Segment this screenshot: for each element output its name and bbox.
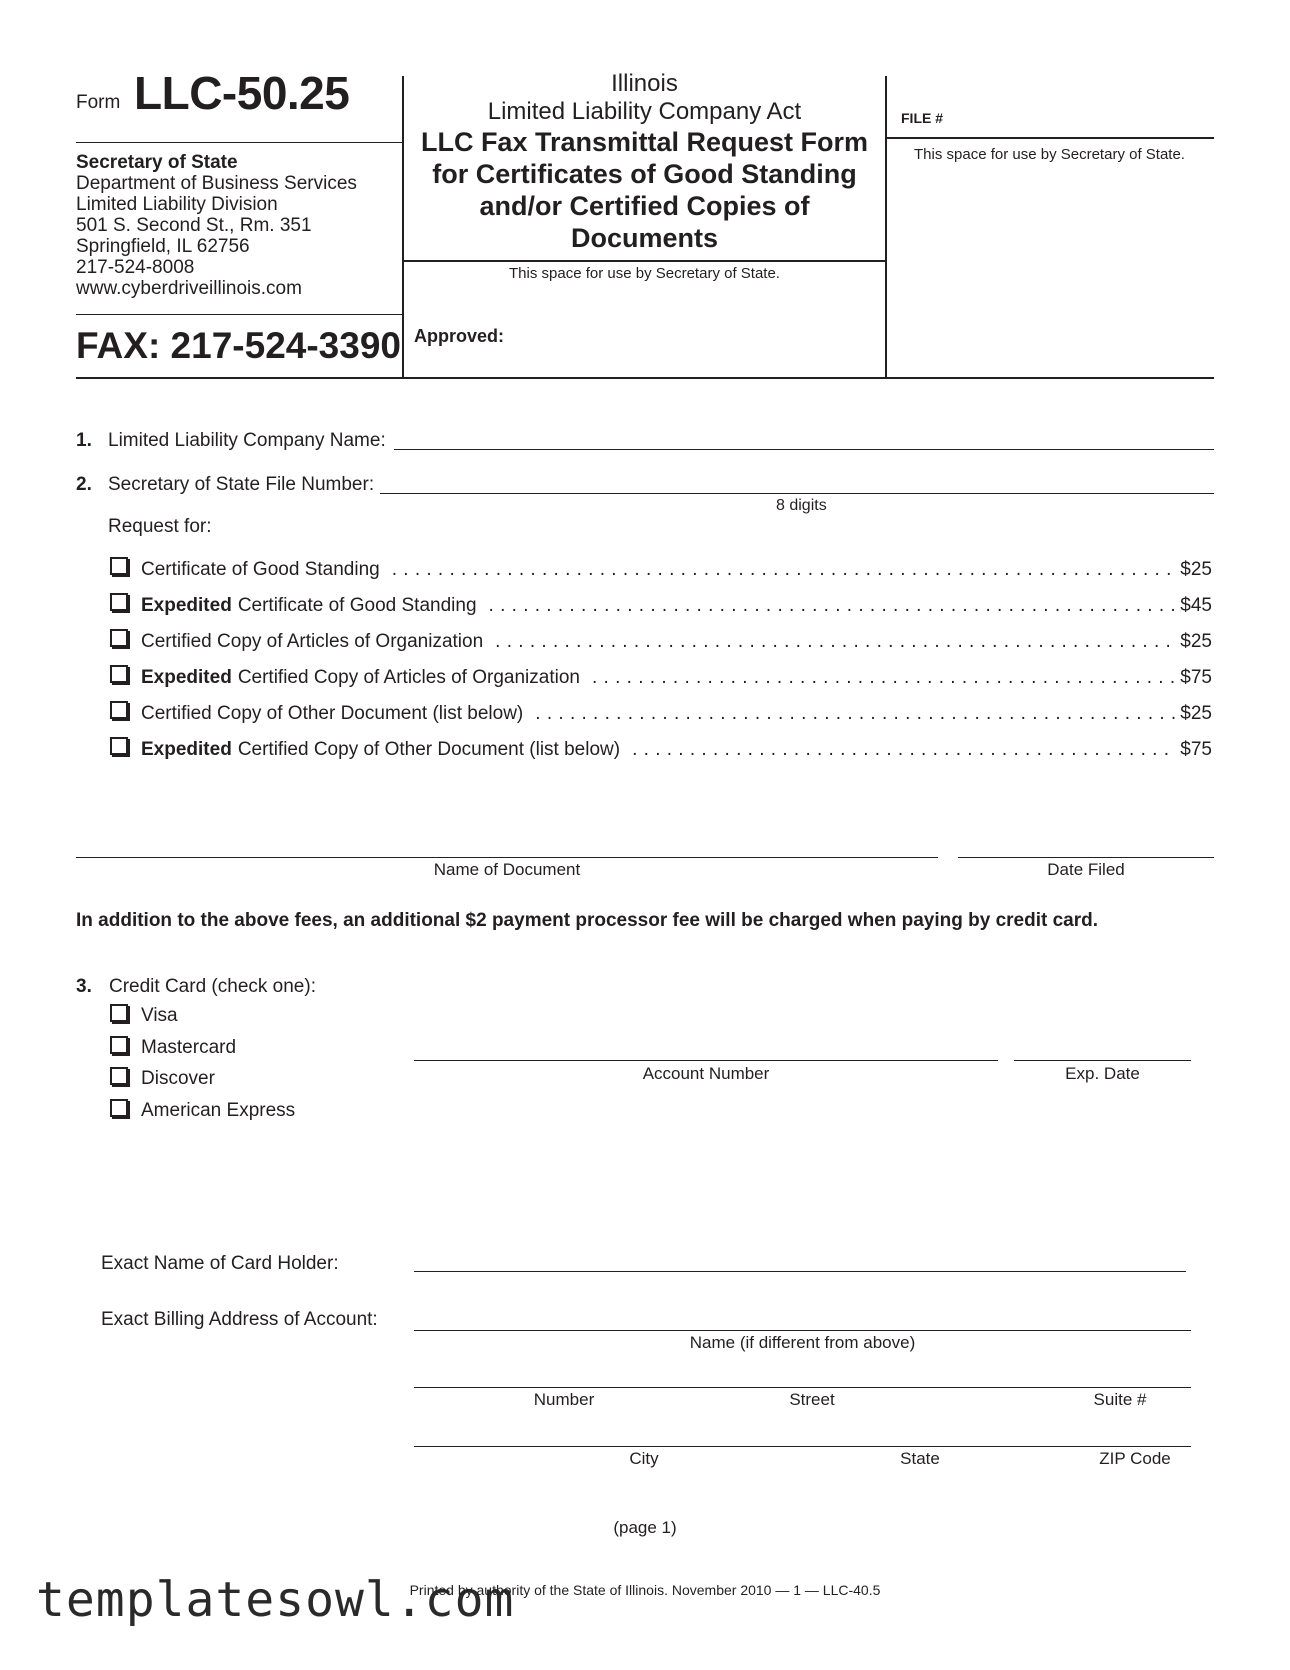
dot-leader [489, 595, 1177, 617]
form-title-line: LLC Fax Transmittal Request Form [420, 127, 869, 157]
request-label: Certified Copy of Other Document (list below) [141, 703, 524, 724]
checkbox-icon[interactable] [110, 629, 128, 647]
dot-leader [392, 559, 1177, 581]
request-fee: $75 [1180, 739, 1212, 760]
request-option[interactable] [110, 629, 1212, 653]
expedited-tag: Expedited [141, 739, 232, 760]
office-address [76, 152, 357, 299]
dot-leader [632, 739, 1176, 761]
watermark: templatesowl.com [36, 1572, 515, 1628]
card-option-visa[interactable] [110, 1004, 178, 1027]
checkbox-icon[interactable] [110, 557, 128, 575]
billing-name-caption: Name (if different from above) [689, 1333, 916, 1352]
file-number-label: FILE # [901, 110, 944, 126]
divider [885, 137, 1214, 139]
state-name: Illinois [611, 70, 678, 97]
section-number: 2. [76, 474, 92, 495]
account-number-field[interactable] [414, 1060, 998, 1061]
city-caption: City [629, 1449, 659, 1468]
card-option-discover[interactable] [110, 1067, 215, 1090]
billing-city-field[interactable] [414, 1446, 1191, 1447]
office-line: www.cyberdriveillinois.com [76, 278, 302, 299]
approved-label: Approved: [414, 326, 504, 346]
billing-address-label: Exact Billing Address of Account: [101, 1309, 378, 1330]
file-number-label: Secretary of State File Number: [108, 474, 375, 495]
office-line: 217-524-8008 [76, 257, 195, 278]
office-title: Secretary of State [76, 152, 238, 173]
request-fee: $25 [1180, 703, 1212, 724]
printed-by-footer: Printed by authority of the State of Illinois. November 2010 — 1 — LLC-40.5 [409, 1582, 881, 1598]
checkbox-icon[interactable] [110, 1036, 128, 1054]
card-label: Mastercard [141, 1037, 237, 1058]
date-filed-caption: Date Filed [1047, 860, 1125, 879]
form-title-line: and/or Certified Copies of [479, 191, 810, 221]
request-label: Certified Copy of Articles of Organization [141, 631, 484, 652]
request-fee: $25 [1180, 559, 1212, 580]
number-caption: Number [533, 1390, 595, 1409]
request-label: Certified Copy of Articles of Organization [237, 667, 580, 688]
checkbox-icon[interactable] [110, 593, 128, 611]
checkbox-icon[interactable] [110, 665, 128, 683]
file-number-field[interactable] [380, 493, 1214, 494]
request-fee: $45 [1180, 595, 1212, 616]
dot-leader [592, 667, 1176, 689]
divider [402, 260, 886, 262]
form-title-line: Documents [570, 223, 719, 253]
card-label: Discover [141, 1068, 215, 1089]
request-option[interactable] [110, 593, 1212, 617]
expedited-tag: Expedited [141, 667, 232, 688]
request-option[interactable] [110, 701, 1212, 725]
request-label: Certified Copy of Other Document (list below) [237, 739, 621, 760]
request-for-label: Request for: [108, 516, 212, 537]
checkbox-icon[interactable] [110, 737, 128, 755]
form-number: LLC-50.25 [134, 67, 350, 119]
exp-date-caption: Exp. Date [1065, 1064, 1140, 1083]
dot-leader [535, 703, 1176, 725]
office-line: Limited Liability Division [76, 194, 278, 215]
request-label: Certificate of Good Standing [141, 559, 380, 580]
cardholder-label: Exact Name of Card Holder: [101, 1253, 339, 1274]
cardholder-field[interactable] [414, 1271, 1186, 1272]
office-line: 501 S. Second St., Rm. 351 [76, 215, 312, 236]
document-name-caption: Name of Document [433, 860, 581, 879]
checkbox-icon[interactable] [110, 1067, 128, 1085]
card-label: Visa [141, 1005, 178, 1026]
header-bottom-rule [76, 377, 1214, 379]
street-caption: Street [789, 1390, 835, 1409]
account-number-caption: Account Number [642, 1064, 770, 1083]
request-fee: $25 [1180, 631, 1212, 652]
expedited-tag: Expedited [141, 595, 232, 616]
date-filed-field[interactable] [958, 857, 1214, 858]
divider [76, 142, 402, 143]
divider [76, 314, 402, 315]
office-line: Department of Business Services [76, 173, 357, 194]
request-label: Certificate of Good Standing [237, 595, 477, 616]
form-title-line: for Certificates of Good Standing [432, 159, 857, 189]
request-option[interactable] [110, 665, 1212, 689]
office-line: Springfield, IL 62756 [76, 236, 250, 257]
request-option[interactable] [110, 557, 1212, 581]
fax-number: FAX: 217-524-3390 [76, 325, 401, 366]
request-option[interactable] [110, 737, 1212, 761]
checkbox-icon[interactable] [110, 1099, 128, 1117]
card-label: American Express [141, 1100, 296, 1121]
sos-use-note: This space for use by Secretary of State. [914, 146, 1185, 163]
fee-notice: In addition to the above fees, an additional $2 payment processor fee will be charged when paying by credit card. [76, 910, 1099, 931]
checkbox-icon[interactable] [110, 701, 128, 719]
suite-caption: Suite # [1093, 1390, 1147, 1409]
file-number-hint: 8 digits [776, 497, 827, 514]
exp-date-field[interactable] [1014, 1060, 1191, 1061]
request-fee: $75 [1180, 667, 1212, 688]
billing-name-field[interactable] [414, 1330, 1191, 1331]
state-caption: State [900, 1449, 940, 1468]
form-title-block [404, 70, 885, 254]
section-number: 1. [76, 430, 92, 451]
company-name-label: Limited Liability Company Name: [108, 430, 386, 451]
section-number: 3. [76, 976, 92, 997]
credit-card-label: Credit Card (check one): [109, 976, 316, 997]
form-prefix: Form [76, 92, 121, 113]
zip-caption: ZIP Code [1099, 1449, 1171, 1468]
card-option-mastercard[interactable] [110, 1036, 236, 1059]
act-name: Limited Liability Company Act [487, 98, 802, 125]
checkbox-icon[interactable] [110, 1004, 128, 1022]
page-label: (page 1) [613, 1518, 677, 1537]
billing-street-field[interactable] [414, 1387, 1191, 1388]
divider [885, 76, 887, 378]
card-option-amex[interactable] [110, 1099, 295, 1122]
document-name-field[interactable] [76, 857, 938, 858]
sos-use-note: This space for use by Secretary of State. [509, 265, 780, 282]
dot-leader [495, 631, 1176, 653]
company-name-field[interactable] [394, 449, 1214, 450]
